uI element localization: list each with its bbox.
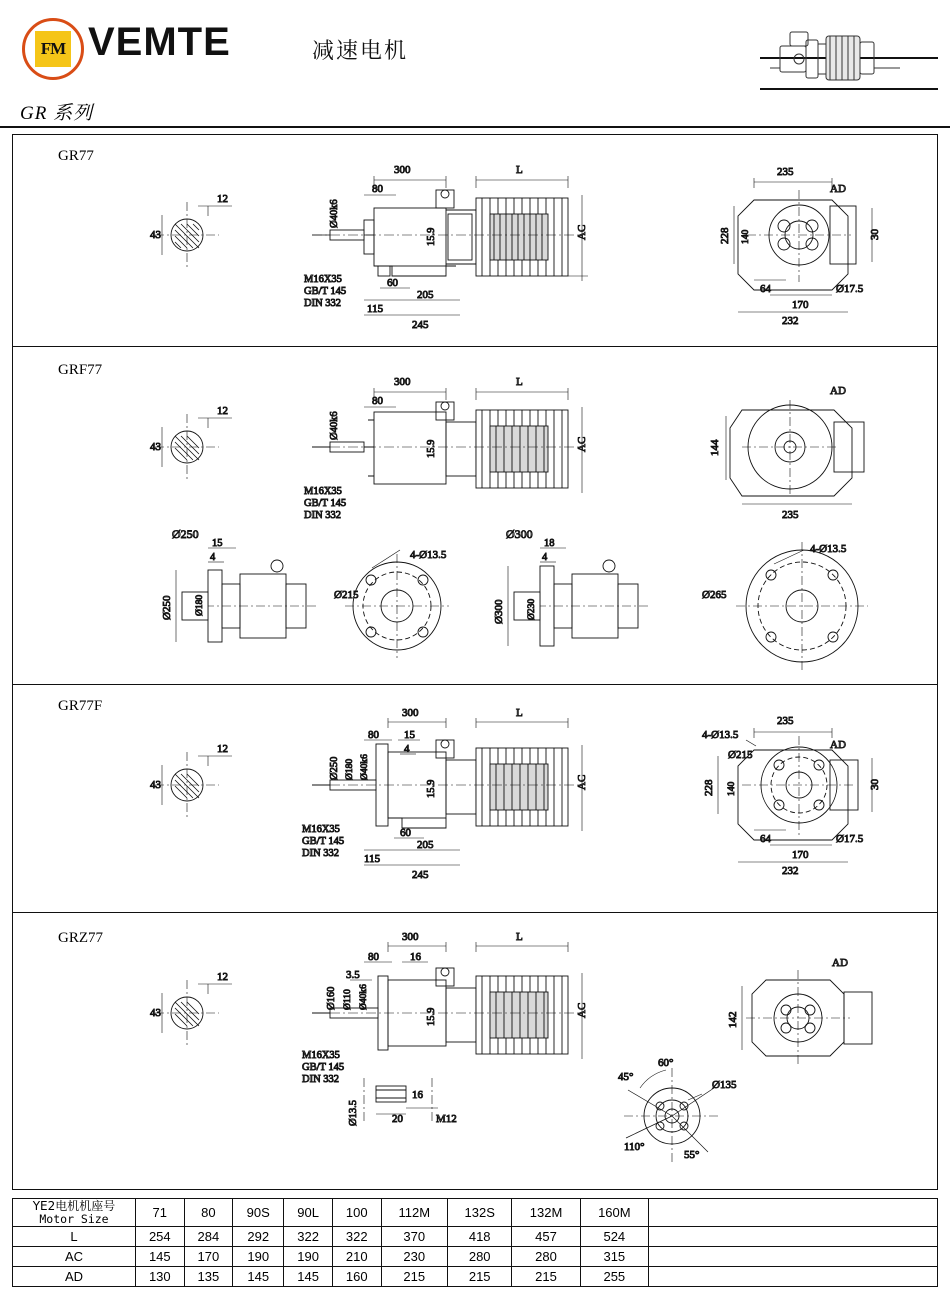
table-col-5: 112M [381,1199,448,1227]
cell-ac-3: 190 [284,1246,333,1266]
svg-text:4: 4 [210,552,216,563]
svg-text:80: 80 [372,395,383,407]
cell-ac-2: 190 [233,1246,284,1266]
svg-text:4: 4 [542,552,548,563]
svg-text:18: 18 [544,538,555,549]
svg-text:115: 115 [367,303,384,315]
table-col-6: 132S [448,1199,512,1227]
svg-text:AC: AC [576,774,588,790]
table-header-cn: YE2电机机座号 [32,1199,116,1213]
svg-text:AD: AD [830,183,846,195]
svg-text:Ø215: Ø215 [728,749,753,761]
table-col-7: 132M [512,1199,580,1227]
svg-text:205: 205 [417,839,434,851]
row-label-l: L [13,1226,136,1246]
svg-text:170: 170 [792,299,809,311]
svg-text:Ø110: Ø110 [343,989,353,1010]
table-col-8: 160M [580,1199,648,1227]
svg-text:AC: AC [576,436,588,452]
cell-ad-3: 145 [284,1266,333,1286]
svg-text:AC: AC [576,1002,588,1018]
svg-text:AD: AD [832,957,848,969]
svg-text:M16X35: M16X35 [302,824,340,835]
svg-text:232: 232 [782,865,799,877]
table-col-2: 90S [233,1199,284,1227]
svg-text:140: 140 [741,229,751,244]
svg-text:DIN 332: DIN 332 [304,510,342,521]
svg-text:15.9: 15.9 [426,227,437,246]
svg-text:GB/T 145: GB/T 145 [304,498,347,509]
svg-text:80: 80 [368,951,379,963]
svg-text:4-Ø13.5: 4-Ø13.5 [702,729,739,741]
svg-text:15: 15 [404,729,415,741]
svg-text:L: L [516,164,523,176]
svg-text:142: 142 [727,1011,739,1028]
svg-text:60: 60 [400,827,411,839]
svg-text:55°: 55° [684,1149,700,1161]
svg-text:15: 15 [212,538,223,549]
drawing-title-grf77: GRF77 [58,362,103,378]
svg-text:232: 232 [782,315,799,327]
svg-text:12: 12 [217,743,228,755]
table-blank-ad [649,1266,938,1286]
table-blank-l [649,1226,938,1246]
svg-text:L: L [516,707,523,719]
svg-text:4-Ø13.5: 4-Ø13.5 [410,549,447,561]
svg-text:AC: AC [576,224,588,240]
svg-text:Ø135: Ø135 [712,1079,737,1091]
drawing-title-gr77: GR77 [58,148,94,164]
svg-text:12: 12 [217,405,228,417]
cell-ad-5: 215 [381,1266,448,1286]
svg-text:110°: 110° [624,1141,645,1153]
brand-name: VEMTE [88,20,231,64]
svg-text:Ø13.5: Ø13.5 [348,1100,359,1126]
cell-ad-1: 135 [184,1266,233,1286]
header-rule-bottom [760,88,938,90]
svg-text:30: 30 [869,779,881,790]
table-header-label [13,1199,136,1227]
svg-text:M16X35: M16X35 [302,1050,340,1061]
table-blank-ac [649,1246,938,1266]
cell-ac-4: 210 [332,1246,381,1266]
cell-ac-6: 280 [448,1246,512,1266]
svg-text:43: 43 [150,1007,161,1019]
svg-text:170: 170 [792,849,809,861]
svg-text:DIN 332: DIN 332 [302,1074,340,1085]
table-col-4: 100 [332,1199,381,1227]
svg-text:300: 300 [394,376,411,388]
svg-text:Ø300: Ø300 [493,599,505,624]
table-row [13,1266,938,1286]
cell-ac-0: 145 [136,1246,185,1266]
svg-text:M12: M12 [436,1113,457,1125]
cell-l-8: 524 [580,1226,648,1246]
svg-text:DIN 332: DIN 332 [304,298,342,309]
svg-text:Ø17.5: Ø17.5 [836,283,864,295]
row-label-ac: AC [13,1246,136,1266]
svg-text:Ø300: Ø300 [506,527,533,541]
cell-l-5: 370 [381,1226,448,1246]
svg-text:4: 4 [404,743,410,755]
svg-text:M16X35: M16X35 [304,274,342,285]
motor-size-table [12,1198,938,1287]
svg-text:45°: 45° [618,1071,634,1083]
svg-text:15.9: 15.9 [426,439,437,458]
svg-text:20: 20 [392,1113,403,1125]
cell-ac-5: 230 [381,1246,448,1266]
cell-ad-0: 130 [136,1266,185,1286]
svg-text:80: 80 [368,729,379,741]
svg-text:115: 115 [364,853,381,865]
svg-text:228: 228 [703,779,715,796]
svg-text:Ø40k6: Ø40k6 [329,411,340,440]
svg-text:Ø17.5: Ø17.5 [836,833,864,845]
svg-text:L: L [516,931,523,943]
svg-text:300: 300 [402,931,419,943]
row-label-ad: AD [13,1266,136,1286]
table-col-1: 80 [184,1199,233,1227]
row-separator-3 [12,912,938,913]
svg-text:GB/T 145: GB/T 145 [304,286,347,297]
svg-text:235: 235 [782,509,799,521]
table-col-0: 71 [136,1199,185,1227]
svg-text:3.5: 3.5 [346,969,360,981]
drawing-title-grz77: GRZ77 [58,930,103,946]
row-separator-2 [12,684,938,685]
svg-text:15.9: 15.9 [426,1007,437,1026]
svg-text:Ø160: Ø160 [326,986,337,1010]
svg-text:Ø180: Ø180 [345,758,355,780]
svg-text:300: 300 [402,707,419,719]
svg-text:DIN 332: DIN 332 [302,848,340,859]
page-title: 减速电机 [312,39,409,64]
cell-ad-7: 215 [512,1266,580,1286]
svg-text:L: L [516,376,523,388]
svg-text:30: 30 [869,229,881,240]
cell-ad-4: 160 [332,1266,381,1286]
svg-text:60°: 60° [658,1057,674,1069]
svg-text:43: 43 [150,441,161,453]
svg-text:228: 228 [719,227,731,244]
drawing-title-gr77f: GR77F [58,698,103,714]
svg-text:300: 300 [394,164,411,176]
svg-text:12: 12 [217,193,228,205]
cell-l-7: 457 [512,1226,580,1246]
svg-text:Ø40k6: Ø40k6 [359,984,369,1010]
row-separator-1 [12,346,938,347]
cell-l-4: 322 [332,1226,381,1246]
svg-text:4-Ø13.5: 4-Ø13.5 [810,543,847,555]
drawing-grz77 [12,918,938,1188]
svg-text:16: 16 [412,1089,423,1101]
svg-text:Ø265: Ø265 [702,589,727,601]
page-header [0,0,950,124]
cell-ac-8: 315 [580,1246,648,1266]
logo-inner-text: FM [35,31,71,67]
svg-text:12: 12 [217,971,228,983]
cell-l-1: 284 [184,1226,233,1246]
table-row [13,1246,938,1266]
table-header-row [13,1199,938,1227]
series-label: GR 系列 [20,103,94,124]
svg-text:60: 60 [387,277,398,289]
svg-text:245: 245 [412,869,429,881]
svg-text:Ø215: Ø215 [334,589,359,601]
cell-l-6: 418 [448,1226,512,1246]
cell-ac-1: 170 [184,1246,233,1266]
cell-ad-2: 145 [233,1266,284,1286]
svg-text:245: 245 [412,319,429,331]
cell-l-3: 322 [284,1226,333,1246]
svg-text:80: 80 [372,183,383,195]
cell-ad-8: 255 [580,1266,648,1286]
svg-text:Ø40k6: Ø40k6 [329,199,340,228]
cell-l-0: 254 [136,1226,185,1246]
svg-text:205: 205 [417,289,434,301]
svg-text:15.9: 15.9 [426,779,437,798]
svg-text:43: 43 [150,779,161,791]
svg-text:Ø250: Ø250 [161,595,173,620]
cell-l-2: 292 [233,1226,284,1246]
svg-text:43: 43 [150,229,161,241]
svg-text:Ø230: Ø230 [527,598,537,620]
gear-motor-illustration-icon [770,22,900,88]
svg-text:Ø40k6: Ø40k6 [360,754,370,780]
svg-text:M16X35: M16X35 [304,486,342,497]
drawing-grf77 [12,352,938,682]
svg-text:235: 235 [777,715,794,727]
table-row [13,1226,938,1246]
table-blank-header [649,1199,938,1227]
svg-text:AD: AD [830,739,846,751]
series-bar [0,96,950,128]
svg-text:GB/T 145: GB/T 145 [302,1062,345,1073]
svg-text:AD: AD [830,385,846,397]
svg-text:16: 16 [410,951,421,963]
svg-text:140: 140 [727,781,737,796]
svg-text:Ø250: Ø250 [172,527,199,541]
table-header-en: Motor Size [39,1211,109,1226]
svg-text:GB/T 145: GB/T 145 [302,836,345,847]
drawing-gr77 [12,140,938,345]
svg-text:64: 64 [760,283,771,295]
company-logo-icon [22,18,84,80]
svg-text:235: 235 [777,166,794,178]
table-col-3: 90L [284,1199,333,1227]
drawing-gr77f [12,690,938,912]
cell-ac-7: 280 [512,1246,580,1266]
svg-text:Ø250: Ø250 [329,756,340,780]
svg-text:Ø180: Ø180 [195,594,205,616]
cell-ad-6: 215 [448,1266,512,1286]
svg-text:64: 64 [760,833,771,845]
svg-text:144: 144 [709,439,721,456]
